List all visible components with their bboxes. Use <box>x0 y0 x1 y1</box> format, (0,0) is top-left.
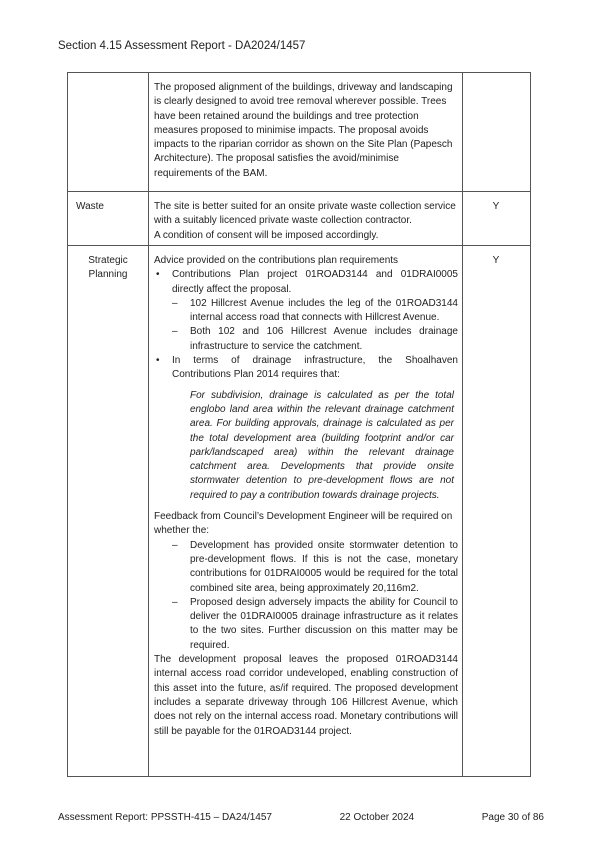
strategic-conclusion: The development proposal leaves the proposed 01ROAD3144 internal access road corridor undeveloped, enabling construction of this asset into the future, as/if required. The proposed development includes a separate driveway through 106 Hillcrest Avenue, which does not rely on the internal access road. Monetary contributions will still be payable for the 01ROAD3144 project. <box>154 654 458 737</box>
contributions-dash-1: – 102 Hillcrest Avenue includes the leg of the 01ROAD3144 internal access road that connects with Hillcrest Avenue. <box>154 297 458 326</box>
engineer-feedback-intro: Feedback from Council’s Development Engineer will be required on whether the: <box>154 511 453 537</box>
feedback-dash-1: – Development has provided onsite stormwater detention to pre-development flows. If this is not the case, monetary contributions for 01DRAI0005 would be required for the total combined site area, being approximately 20,116m2. <box>154 539 458 596</box>
waste-status: Y <box>492 201 500 212</box>
trees-text: The proposed alignment of the buildings, driveway and landscaping is clearly designed to avoid tree removal wherever possible. Trees have been retained around the buildings and tree protection measures proposed to minimise impacts. The proposal avoids impacts to the riparian corridor as shown on the Site Plan (Papesch Architecture). The proposal satisfies the avoid/minimise requirements of the BAM. <box>154 82 453 179</box>
contributions-bullet-2: • In terms of drainage infrastructure, the Shoalhaven Contributions Plan 2014 requires that: <box>154 354 458 383</box>
waste-label: Waste <box>76 201 104 212</box>
strategic-intro: Advice provided on the contributions plan requirements <box>154 255 399 266</box>
footer-date: 22 October 2024 <box>339 812 415 823</box>
page-header: Section 4.15 Assessment Report - DA2024/1457 <box>58 40 306 52</box>
column-divider <box>462 73 463 776</box>
strategic-planning-cell <box>154 254 458 739</box>
row-divider <box>68 245 530 246</box>
footer-report-id: Assessment Report: PPSSTH-415 – DA24/1457 <box>58 812 272 823</box>
contributions-dash-2: – Both 102 and 106 Hillcrest Avenue includes drainage infrastructure to service the catchment. <box>154 325 458 354</box>
waste-text-2: A condition of consent will be imposed accordingly. <box>154 229 379 241</box>
page-footer <box>58 812 544 823</box>
assessment-table <box>67 72 531 777</box>
trees-cell <box>154 81 456 181</box>
footer-page-number: Page 30 of 86 <box>481 812 544 823</box>
strategic-planning-status: Y <box>492 255 500 266</box>
contributions-plan-quote: For subdivision, drainage is calculated as per the total englobo land area within the relevant drainage catchment area. For building approvals, drainage is calculated as per the total development area (building footprint and/or car park/landscaped area) within the relevant drainage catchment area. Developments that provide onsite stormwater detention to pre-development flows are not required to pay a contribution towards drainage projects. <box>190 389 454 501</box>
contributions-bullet-1: • Contributions Plan project 01ROAD3144 and 01DRAI0005 directly affect the proposal. <box>154 268 458 297</box>
waste-cell <box>154 200 458 243</box>
row-divider <box>68 191 530 192</box>
waste-text-1: The site is better suited for an onsite private waste collection service with a suitably licenced private waste collection contractor. <box>154 201 456 227</box>
strategic-planning-label: Strategic Planning <box>88 255 128 281</box>
feedback-dash-2: – Proposed design adversely impacts the ability for Council to deliver the 01DRAI0005 drainage infrastructure as it relates to the two sites. Further discussion on this matter may be required. <box>154 596 458 653</box>
column-divider <box>148 73 149 776</box>
